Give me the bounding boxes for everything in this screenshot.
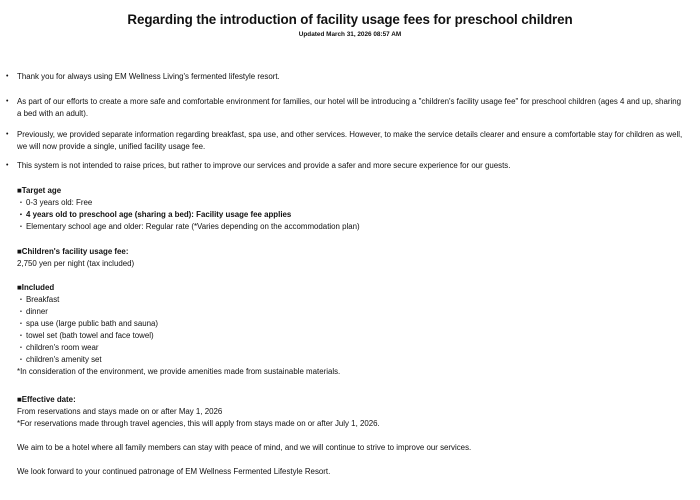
included-item-text: Breakfast [26, 295, 60, 304]
included-item-text: towel set (bath towel and face towel) [26, 331, 154, 340]
effective-date-agency-note: *For reservations made through travel agencies, this will apply from stays made on or after July 1, 2026. [17, 419, 380, 428]
sub-marker: ・ [17, 343, 25, 352]
target-age-item-text: Elementary school age and older: Regular rate (*Varies depending on the accommodation plan) [26, 222, 360, 231]
sub-marker: ・ [17, 355, 25, 364]
bullet-marker: • [6, 98, 9, 105]
bullet-text: Thank you for always using EM Wellness Living's fermented lifestyle resort. [17, 72, 280, 81]
sub-marker: ・ [17, 210, 25, 219]
target-age-heading: ■Target age [17, 186, 62, 195]
included-item [17, 354, 102, 366]
included-item-text: spa use (large public bath and sauna) [26, 319, 159, 328]
bullet-text: This system is not intended to raise prices, but rather to improve our services and provide a safer and more secure experience for our guests. [17, 161, 511, 170]
sub-marker: ・ [17, 307, 25, 316]
bullet-marker: • [6, 162, 9, 169]
bullet-text: As part of our efforts to create a more safe and comfortable environment for families, our hotel will be introducing a "children's facility usage fee" for preschool children (ages 4 and up, sharing a bed with an adult). [17, 97, 681, 118]
included-item [17, 318, 158, 330]
bullet-marker: • [6, 73, 9, 80]
sub-marker: ・ [17, 295, 25, 304]
sub-marker: ・ [17, 198, 25, 207]
closing-commitment: We aim to be a hotel where all family members can stay with peace of mind, and we will continue to strive to improve our services. [17, 443, 472, 452]
included-item [17, 294, 59, 306]
included-item-text: dinner [26, 307, 48, 316]
target-age-item-text: 0-3 years old: Free [26, 198, 93, 207]
included-item [17, 306, 48, 318]
target-age-item [17, 221, 360, 233]
fee-value: 2,750 yen per night (tax included) [17, 259, 135, 268]
target-age-item-text: 4 years old to preschool age (sharing a bed): Facility usage fee applies [26, 210, 292, 219]
included-heading: ■Included [17, 283, 55, 292]
included-item-text: children's amenity set [26, 355, 102, 364]
bullet-text: Previously, we provided separate information regarding breakfast, spa use, and other services. However, to make the service details clearer and ensure a comfortable stay for children as well, we will now provide a single, unified facility usage fee. [17, 130, 683, 151]
page-title: Regarding the introduction of facility usage fees for preschool children [127, 12, 573, 27]
closing-thanks: We look forward to your continued patronage of EM Wellness Fermented Lifestyle Resort. [17, 467, 331, 476]
bullet-item-previously [6, 129, 686, 153]
included-note: *In consideration of the environment, we provide amenities made from sustainable materials. [17, 367, 341, 376]
fee-heading: ■Children's facility usage fee: [17, 247, 129, 256]
bullet-item-thanks [6, 71, 686, 83]
effective-date-line: From reservations and stays made on or after May 1, 2026 [17, 407, 223, 416]
sub-marker: ・ [17, 331, 25, 340]
effective-date-heading: ■Effective date: [17, 395, 76, 404]
included-item-text: children's room wear [26, 343, 99, 352]
bullet-marker: • [6, 131, 9, 138]
included-item [17, 330, 154, 342]
updated-timestamp: Updated March 31, 2026 08:57 AM [298, 31, 402, 38]
included-item [17, 342, 99, 354]
sub-marker: ・ [17, 222, 25, 231]
target-age-item [17, 209, 291, 221]
bullet-item-system [6, 160, 686, 172]
target-age-item [17, 197, 92, 209]
bullet-item-introduction [6, 96, 686, 120]
sub-marker: ・ [17, 319, 25, 328]
